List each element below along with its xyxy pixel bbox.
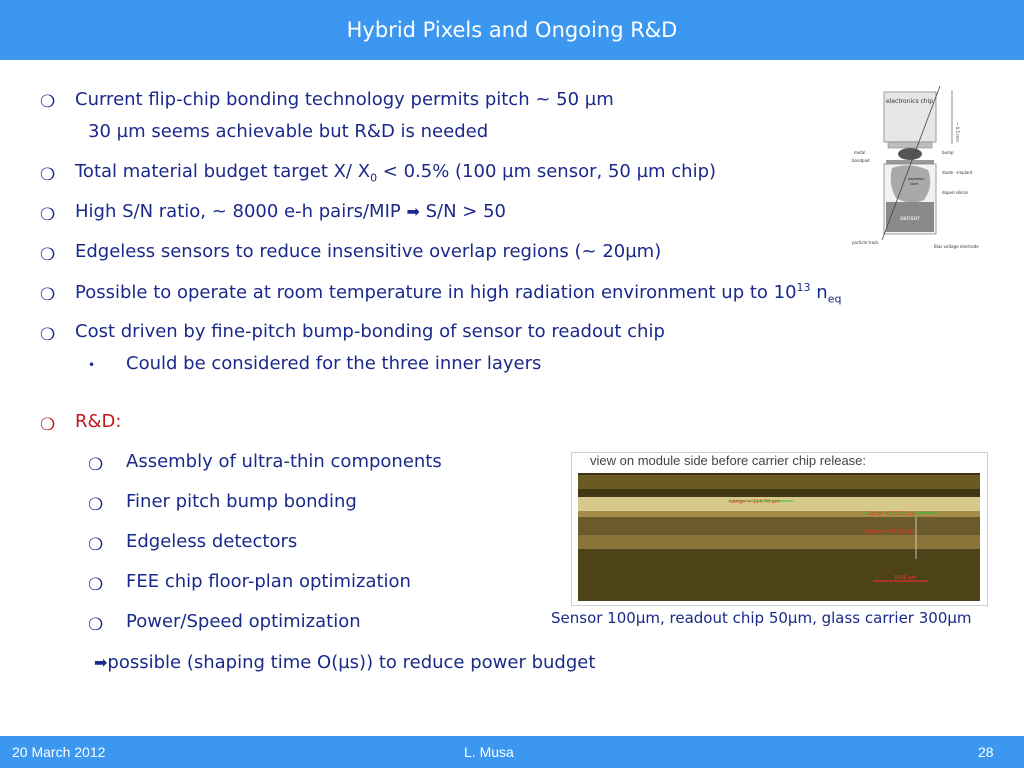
rnd-item: Power/Speed optimization: [126, 611, 361, 632]
bullet-icon: ❍: [40, 285, 56, 305]
bullet-icon: ❍: [88, 455, 104, 475]
bullet-icon: ❍: [40, 165, 56, 185]
bullet-icon: ❍: [88, 615, 104, 635]
module-micrograph: [578, 473, 980, 601]
rnd-item: Finer pitch bump bonding: [126, 491, 357, 512]
slide-title: Hybrid Pixels and Ongoing R&D: [346, 18, 678, 42]
footer-author: L. Musa: [464, 744, 514, 760]
bullet-icon: ❍: [40, 325, 56, 345]
module-photo-frame: [571, 452, 988, 606]
bullet-text-sn: High S/N ratio, ~ 8000 e-h pairs/MIP ➡ S/N > 50: [75, 201, 506, 222]
bondpad-layer: [886, 160, 934, 164]
label-dimension: ~ 0.5 mm: [955, 122, 960, 143]
rnd-item: Assembly of ultra-thin components: [126, 451, 442, 472]
bullet-icon: ❍: [40, 205, 56, 225]
slide-title-bar: [0, 0, 1024, 60]
bullet-text-material: Total material budget target X/ $X_0 < 0.5\%$ (100 µm sensor, 50 µm chip): [75, 161, 717, 185]
measure-label-1: Länge = 114,70 µm: [730, 499, 780, 505]
footer-page-number: 28: [978, 744, 994, 760]
rnd-item: FEE chip floor-plan optimization: [126, 571, 411, 592]
bullet-text-edgeless: Edgeless sensors to reduce insensitive overlap regions (~ 20µm): [75, 241, 662, 262]
footer-bar: [0, 736, 1024, 768]
bullet-icon: ❍: [40, 245, 56, 265]
bullet-icon: ❍: [88, 535, 104, 555]
sub-bullet-text-inner-layers: Could be considered for the three inner layers: [126, 353, 542, 374]
arrow-right-icon: ➡: [406, 202, 420, 221]
photo-caption: Sensor 100µm, readout chip 50µm, glass carrier 300µm: [551, 609, 972, 627]
label-diode-implant: diode --implant: [942, 170, 973, 175]
scale-label: 1000 µm: [894, 575, 917, 581]
label-doped-silicon: doped silicon: [942, 190, 969, 195]
label-electronics-chip: electronics chip: [886, 98, 934, 105]
arrow-right-icon: ➡: [94, 653, 108, 672]
footer-date: 20 March 2012: [12, 744, 106, 760]
label-particle-track: particle track: [852, 240, 879, 245]
rnd-note: ➡possible (shaping time O(µs)) to reduce power budget: [94, 652, 596, 673]
bullet-text-pitch-cont: 30 µm seems achievable but R&D is needed: [88, 121, 489, 142]
pixel-detector-diagram: [852, 82, 992, 252]
label-bump: bump: [942, 150, 954, 155]
rnd-item: Edgeless detectors: [126, 531, 298, 552]
bullet-text-cost: Cost driven by fine-pitch bump-bonding of sensor to readout chip: [75, 321, 665, 342]
rnd-heading: R&D:: [75, 411, 122, 432]
label-bondpad: bondpad: [852, 158, 870, 163]
bullet-text-radiation: Possible to operate at room temperature in high radiation environment up to $10^{13}$ $n_{eq}$: [75, 281, 842, 306]
bullet-text-pitch: Current flip-chip bonding technology permits pitch ~ 50 µm: [75, 89, 614, 110]
measure-label-3: Länge = 300,00 µm: [866, 529, 916, 535]
bullet-icon: ❍: [88, 575, 104, 595]
sub-bullet-icon: •: [88, 358, 96, 372]
bullet-icon-red: ❍: [40, 415, 56, 435]
bump: [898, 148, 922, 160]
bullet-icon: ❍: [40, 92, 56, 112]
measure-label-2: Länge = 53,53 µm: [868, 511, 915, 517]
label-metal: metal: [854, 150, 866, 155]
label-bias-electrode: Bias voltage electrode: [934, 244, 979, 249]
label-sensor: sensor: [900, 215, 920, 222]
label-depletion: depletion: [908, 177, 925, 181]
label-zone: zone: [910, 182, 919, 186]
photo-label: view on module side before carrier chip release:: [590, 453, 867, 468]
metal-layer: [888, 142, 932, 148]
bullet-icon: ❍: [88, 495, 104, 515]
